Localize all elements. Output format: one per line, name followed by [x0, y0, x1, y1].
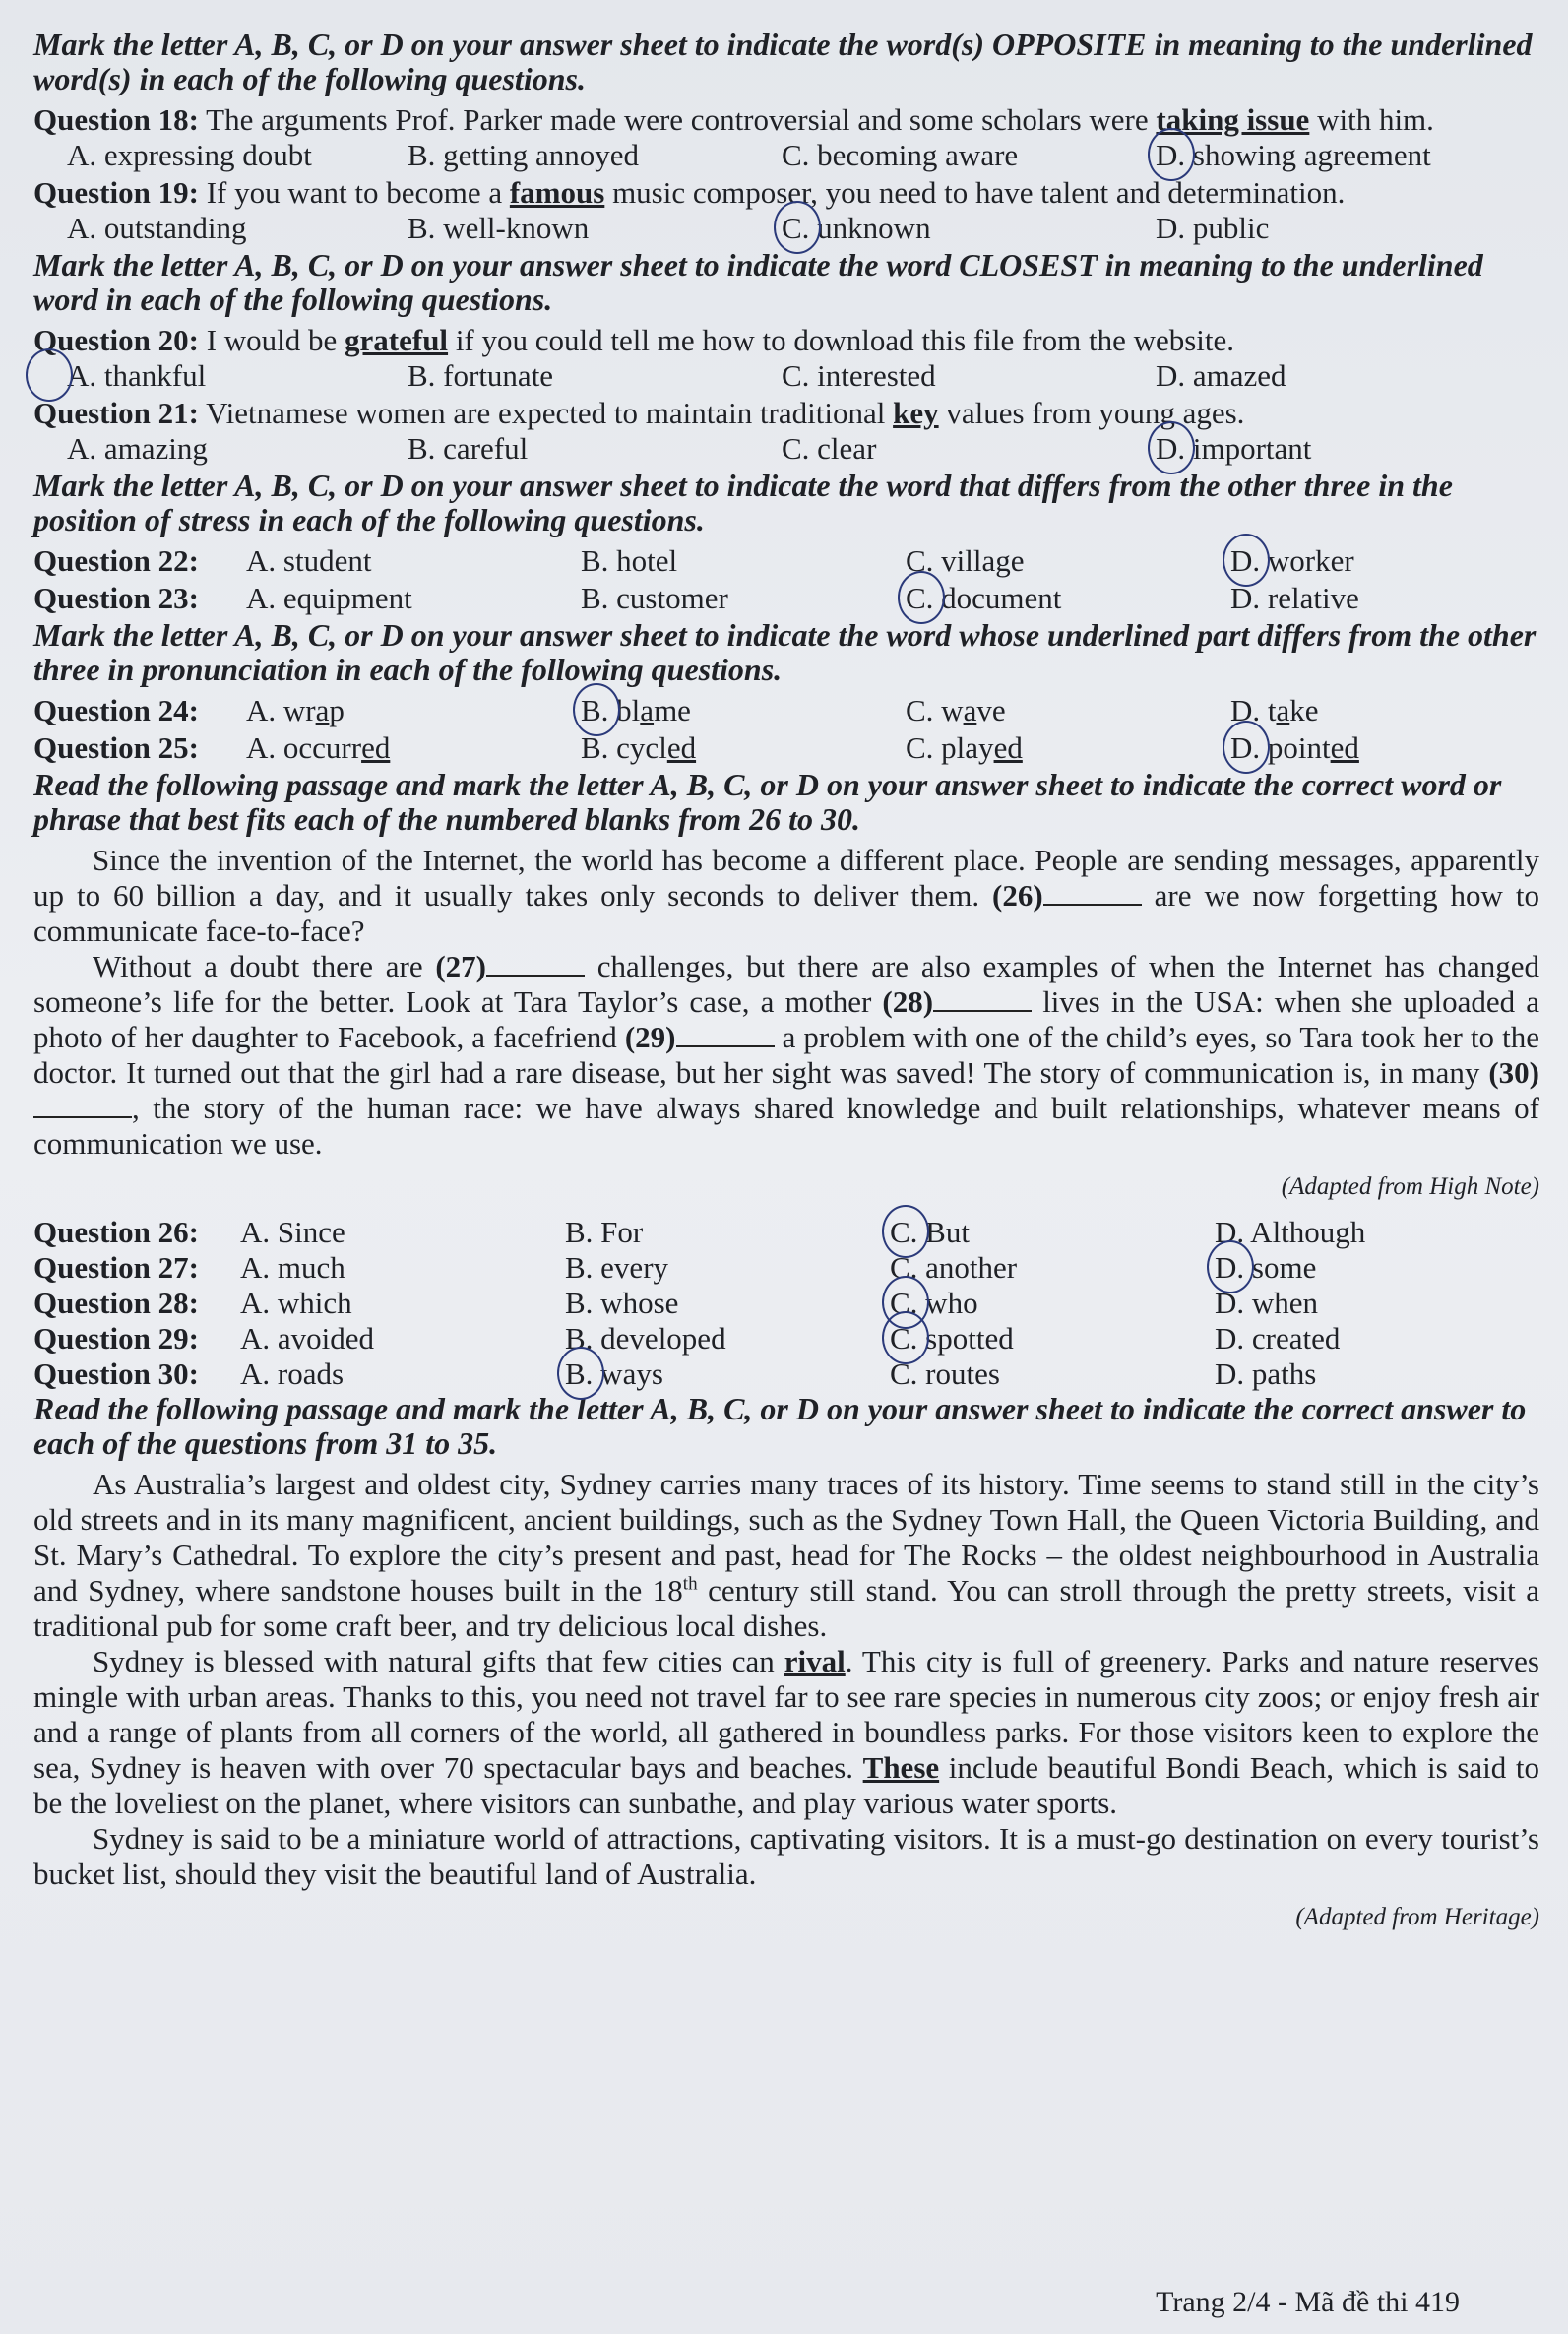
question-label: Question 21:	[33, 396, 199, 430]
question-label: Question 20:	[33, 323, 199, 357]
option-b[interactable]: B. ways	[565, 1356, 890, 1392]
option-c[interactable]: C. document	[906, 581, 1230, 616]
question-label: Question 23:	[33, 581, 199, 615]
option-b[interactable]: B. every	[565, 1250, 669, 1285]
options-20	[33, 358, 1539, 394]
option-c[interactable]: C. who	[890, 1286, 1215, 1321]
option-a[interactable]: A. wrap	[246, 693, 345, 727]
pen-circle	[557, 1347, 604, 1400]
option-d[interactable]: D. amazed	[1156, 358, 1286, 393]
exam-content	[33, 28, 1539, 1945]
question-label: Question 30:	[33, 1356, 199, 1391]
instruction-cloze: Read the following passage and mark the letter A, B, C, or D on your answer sheet to indicate the correct word or phrase that best fits each of the numbered blanks from 26 to 30.	[33, 767, 1502, 837]
options-19	[33, 211, 1539, 246]
option-d[interactable]: D. created	[1215, 1321, 1341, 1356]
question-20	[33, 323, 1539, 394]
blank-28: (28)	[882, 984, 934, 1019]
option-b[interactable]: B. fortunate	[408, 358, 554, 393]
option-d[interactable]: D. important	[1156, 431, 1530, 467]
question-label: Question 28:	[33, 1286, 199, 1320]
option-c[interactable]: C. interested	[782, 358, 936, 393]
question-27	[33, 1250, 1539, 1286]
underlined-key: famous	[509, 175, 605, 210]
option-c[interactable]: C. village	[906, 543, 1025, 578]
question-text-end: if you could tell me how to download this file from the website.	[448, 323, 1235, 357]
question-label: Question 22:	[33, 543, 199, 578]
pen-circle	[573, 683, 620, 736]
question-text: The arguments Prof. Parker made were controversial and some scholars were	[206, 102, 1157, 137]
option-d[interactable]: D. paths	[1215, 1356, 1317, 1391]
option-a[interactable]: A. expressing doubt	[67, 138, 312, 172]
option-a[interactable]: A. Since	[240, 1215, 345, 1249]
question-text-end: with him.	[1309, 102, 1434, 137]
option-a[interactable]: A. roads	[240, 1356, 345, 1391]
paragraph: Without a doubt there are (27) challenges, but there are also examples of when the Internet has changed someone’s life for the better. Look at Tara Taylor’s case, a mother (28) lives in the USA: when she uploaded a photo of her daughter to Facebook, a facefriend (29) a problem with one of the child’s eyes, so Tara took her to the doctor. It turned out that the girl had a rare disease, but her sight was saved! The story of communication is, in many (30), the story of the human race: we have always shared knowledge and built relationships, whatever means of communication we use.	[33, 949, 1540, 1161]
option-c[interactable]: C. becoming aware	[782, 138, 1019, 172]
question-23	[33, 581, 1539, 616]
question-29	[33, 1321, 1539, 1356]
option-a[interactable]: A. equipment	[246, 581, 412, 615]
option-a[interactable]: A. amazing	[67, 431, 208, 466]
underlined-key: grateful	[345, 323, 449, 357]
question-26	[33, 1215, 1539, 1250]
instruction-closest: Mark the letter A, B, C, or D on your answer sheet to indicate the word CLOSEST in meaning to the underlined word in each of the following questions.	[33, 247, 1483, 317]
pen-circle	[898, 571, 945, 624]
option-b[interactable]: B. For	[565, 1215, 644, 1249]
pen-circle	[1223, 721, 1270, 774]
option-d[interactable]: D. worker	[1230, 543, 1526, 579]
question-text: Vietnamese women are expected to maintain traditional	[206, 396, 894, 430]
blank-29: (29)	[624, 1020, 676, 1054]
option-b[interactable]: B. hotel	[581, 543, 678, 578]
question-label: Question 27:	[33, 1250, 199, 1285]
paragraph: Sydney is said to be a miniature world of attractions, captivating visitors. It is a must-go destination on every tourist’s bucket list, should they visit the beautiful land of Australia.	[33, 1821, 1539, 1891]
question-label: Question 29:	[33, 1321, 199, 1356]
option-b[interactable]: B. blame	[581, 693, 906, 728]
question-19	[33, 175, 1539, 246]
question-25	[33, 730, 1539, 766]
option-c[interactable]: C. But	[890, 1215, 1215, 1250]
option-b[interactable]: B. careful	[408, 431, 529, 466]
paragraph: Sydney is blessed with natural gifts that few cities can rival. This city is full of greenery. Parks and nature reserves mingle with urban areas. Thanks to this, you need not travel far to see rare species in numerous city zoos; or enjoy fresh air and a range of plants from all corners of the world, all gathered in boundless parks. For those visitors keen to explore the sea, Sydney is heaven with over 70 spectacular bays and beaches. These include beautiful Bondi Beach, which is said to be the loveliest on the planet, where visitors can sunbathe, and play various water sports.	[33, 1644, 1539, 1820]
option-d[interactable]: D. relative	[1230, 581, 1359, 615]
question-text: I would be	[206, 323, 345, 357]
source-credit: (Adapted from High Note)	[1281, 1173, 1539, 1200]
option-b[interactable]: B. developed	[565, 1321, 726, 1356]
paragraph: As Australia’s largest and oldest city, Sydney carries many traces of its history. Time seems to stand still in the city’s old streets and in its many magnificent, ancient buildings, such as the Sydney Town Hall, the Queen Victoria Building, and St. Mary’s Cathedral. To explore the city’s present and past, head for The Rocks – the oldest neighbourhood in Australia and Sydney, where sandstone houses built in the 18th century still stand. You can stroll through the pretty streets, visit a traditional pub for some craft beer, and try delicious local dishes.	[33, 1467, 1539, 1643]
question-30	[33, 1356, 1539, 1392]
passage-sydney	[33, 1467, 1539, 1892]
question-text-end: values from young ages.	[938, 396, 1245, 430]
instruction-pronunciation: Mark the letter A, B, C, or D on your answer sheet to indicate the word whose underlined part differs from the other three in pronunciation in each of the following questions.	[33, 617, 1537, 687]
option-b[interactable]: B. cycled	[581, 730, 697, 765]
question-label: Question 19:	[33, 175, 199, 210]
pen-circle	[26, 348, 73, 402]
question-22	[33, 543, 1539, 579]
question-24	[33, 693, 1539, 728]
question-label: Question 26:	[33, 1215, 199, 1249]
instruction-opposite: Mark the letter A, B, C, or D on your answer sheet to indicate the word(s) OPPOSITE in meaning to the underlined word(s) in each of the following questions.	[33, 27, 1533, 96]
option-d[interactable]: D. showing agreement	[1156, 138, 1530, 173]
question-label: Question 24:	[33, 693, 199, 727]
cloze-options	[33, 1215, 1539, 1392]
option-a[interactable]: A. avoided	[240, 1321, 375, 1356]
underlined-key: key	[893, 396, 939, 430]
paragraph: Since the invention of the Internet, the world has become a different place. People are sending messages, apparently up to 60 billion a day, and it usually takes only seconds to deliver them. (26) are we now forgetting how to communicate face-to-face?	[33, 843, 1539, 948]
option-c[interactable]: C. played	[906, 730, 1023, 765]
option-d[interactable]: D. take	[1230, 693, 1319, 727]
question-text-end: music composer, you need to have talent and determination.	[604, 175, 1346, 210]
question-21	[33, 396, 1539, 467]
pen-circle	[774, 201, 821, 254]
option-a[interactable]: A. which	[240, 1286, 352, 1320]
blank-27: (27)	[435, 949, 487, 983]
blank-30: (30)	[1488, 1055, 1539, 1090]
instruction-stress: Mark the letter A, B, C, or D on your answer sheet to indicate the word that differs from the other three in the position of stress in each of the following questions.	[33, 468, 1453, 537]
option-a[interactable]: A. much	[240, 1250, 345, 1285]
option-a[interactable]: A. thankful	[33, 358, 408, 394]
option-a[interactable]: A. occurred	[246, 730, 391, 765]
option-c[interactable]: C. unknown	[782, 211, 1156, 246]
option-d[interactable]: D. public	[1156, 211, 1270, 245]
option-b[interactable]: B. getting annoyed	[408, 138, 640, 172]
option-b[interactable]: B. whose	[565, 1286, 679, 1320]
option-d[interactable]: D. pointed	[1230, 730, 1526, 766]
options-21	[33, 431, 1539, 467]
option-c[interactable]: C. spotted	[890, 1321, 1215, 1356]
underlined-key: rival	[784, 1644, 846, 1678]
option-a[interactable]: A. outstanding	[67, 211, 247, 245]
blank-26: (26)	[992, 878, 1043, 913]
instruction-reading: Read the following passage and mark the letter A, B, C, or D on your answer sheet to indicate the correct answer to each of the questions from 31 to 35.	[33, 1391, 1527, 1461]
pen-circle	[1148, 128, 1195, 181]
options-18	[33, 138, 1539, 173]
source-credit: (Adapted from Heritage)	[1295, 1904, 1539, 1930]
option-d[interactable]: D. when	[1215, 1286, 1319, 1320]
option-c[interactable]: C. wave	[906, 693, 1006, 727]
question-18	[33, 102, 1539, 173]
option-c[interactable]: C. another	[890, 1250, 1018, 1285]
option-c[interactable]: C. clear	[782, 431, 877, 466]
underlined-key: taking issue	[1156, 102, 1310, 137]
pen-circle	[1148, 421, 1195, 474]
option-a[interactable]: A. student	[246, 543, 372, 578]
option-b[interactable]: B. customer	[581, 581, 728, 615]
option-c[interactable]: C. routes	[890, 1356, 1000, 1391]
option-d[interactable]: D. some	[1215, 1250, 1510, 1286]
option-b[interactable]: B. well-known	[408, 211, 590, 245]
question-text: If you want to become a	[206, 175, 510, 210]
page-footer: Trang 2/4 - Mã đề thi 419	[1156, 2286, 1460, 2318]
question-28	[33, 1286, 1539, 1321]
question-label: Question 25:	[33, 730, 199, 765]
passage-internet	[33, 843, 1539, 1162]
pen-circle	[1223, 534, 1270, 587]
question-label: Question 18:	[33, 102, 199, 137]
underlined-key: These	[862, 1750, 940, 1785]
option-d[interactable]: D. Although	[1215, 1215, 1366, 1249]
